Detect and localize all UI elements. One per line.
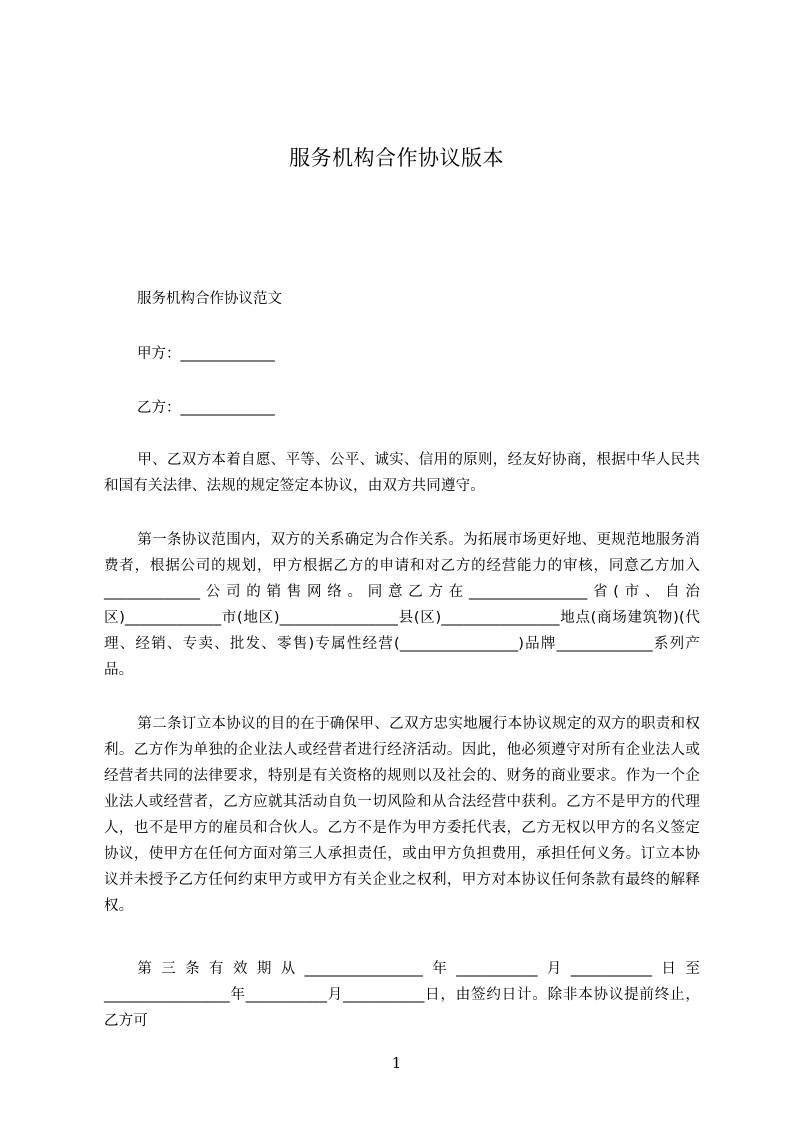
article-3-paragraph: 第三条有效期从________________年___________月___________日至_________________年___________月___________日，由签约日计。除非本协议提前终止，乙方可 [104, 961, 700, 1029]
document-subtitle: 服务机构合作协议范文 [137, 291, 282, 307]
article-2-paragraph: 第二条订立本协议的目的在于确保甲、乙双方忠实地履行本协议规定的双方的职责和权利。乙方作为单独的企业法人或经营者进行经济活动。因此，他必须遵守对所有企业法人或经营者共同的法律要求，特别是有关资格的规则以及社会的、财务的商业要求。作为一个企业法人或经营者，乙方应就其活动自负一切风险和从合法经营中获利。乙方不是甲方的代理人，也不是甲方的雇员和合伙人。乙方不是作为甲方委托代表，乙方无权以甲方的名义签定协议，使甲方在任何方面对第三人承担责任，或由甲方负担费用，承担任何义务。订立本协议并未授予乙方任何约束甲方或甲方有关企业之权利，甲方对本协议任何条款有最终的解释权。 [104, 716, 700, 914]
party-a-line: 甲方：_____________ [137, 346, 275, 362]
party-b-line: 乙方：_____________ [137, 400, 275, 416]
document-title: 服务机构合作协议版本 [289, 146, 504, 170]
page-number: 1 [391, 1054, 402, 1072]
preamble-paragraph: 甲、乙双方本着自愿、平等、公平、诚实、信用的原则，经友好协商，根据中华人民共和国有关法律、法规的规定签定本协议，由双方共同遵守。 [104, 452, 700, 494]
article-1-paragraph: 第一条协议范围内，双方的关系确定为合作关系。为拓展市场更好地、更规范地服务消费者，根据公司的规划，甲方根据乙方的申请和对乙方的经营能力的审核，同意乙方加入_____________公司的销售网络。同意乙方在________________省(市、自治区)_____________市(地区)________________县(区)________________地点(商场建筑物)(代理、经销、专卖、批发、零售)专属性经营(________________)品牌_____________系列产品。 [104, 532, 700, 678]
